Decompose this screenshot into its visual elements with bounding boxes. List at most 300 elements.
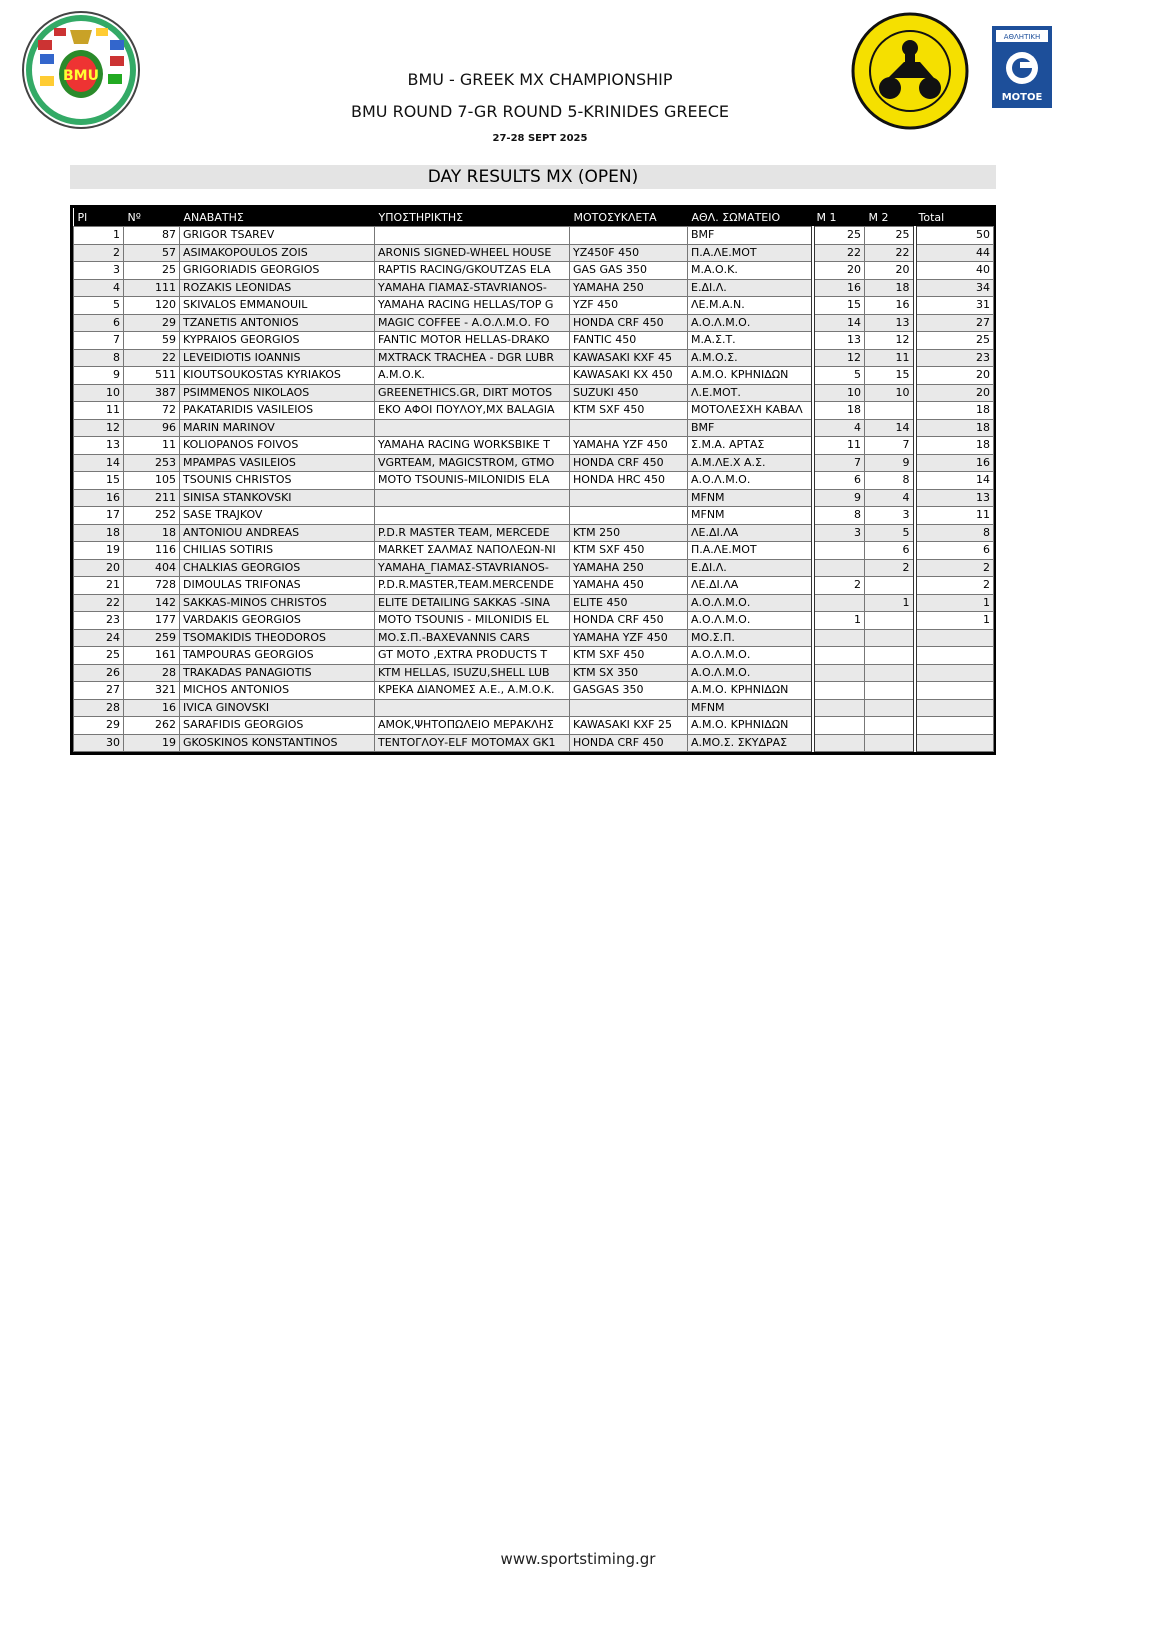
table-row (74, 402, 994, 420)
cell-club: Α.Ο.Λ.Μ.Ο. (688, 664, 813, 682)
cell-total: 11 (915, 507, 994, 525)
cell-total: 1 (915, 612, 994, 630)
cell-motorcycle (570, 699, 688, 717)
section-title: DAY RESULTS MX (OPEN) (70, 165, 996, 189)
cell-rider: TAMPOURAS GEORGIOS (180, 647, 375, 665)
cell-motorcycle: KAWASAKI KX 450 (570, 367, 688, 385)
cell-m2 (865, 402, 915, 420)
cell-m2 (865, 717, 915, 735)
cell-total (915, 699, 994, 717)
cell-motorcycle: FANTIC 450 (570, 332, 688, 350)
cell-number: 120 (124, 297, 180, 315)
col-header-number: Nº (124, 208, 180, 227)
cell-motorcycle: YZ450F 450 (570, 244, 688, 262)
cell-sponsor (375, 489, 570, 507)
cell-number: 404 (124, 559, 180, 577)
cell-sponsor: ΕΚΟ ΑΦΟΙ ΠΟΥΛΟΥ,ΜΧ BALAGIA (375, 402, 570, 420)
cell-place: 27 (74, 682, 124, 700)
cell-m1 (813, 594, 865, 612)
cell-sponsor: P.D.R MASTER TEAM, MERCEDE (375, 524, 570, 542)
table-row (74, 472, 994, 490)
cell-total: 20 (915, 367, 994, 385)
cell-number: 57 (124, 244, 180, 262)
cell-m2: 6 (865, 542, 915, 560)
cell-motorcycle: YAMAHA 250 (570, 279, 688, 297)
cell-total (915, 664, 994, 682)
cell-m1: 3 (813, 524, 865, 542)
cell-club: Α.Ο.Λ.Μ.Ο. (688, 612, 813, 630)
cell-m1 (813, 717, 865, 735)
cell-total: 1 (915, 594, 994, 612)
cell-club: Ε.ΔΙ.Λ. (688, 559, 813, 577)
cell-motorcycle: KTM SXF 450 (570, 647, 688, 665)
cell-sponsor: ΤΕΝΤΟΓΛΟΥ-ELF MOTOMAX GK1 (375, 734, 570, 752)
col-header-total: Total (915, 208, 994, 227)
cell-motorcycle: YAMAHA 250 (570, 559, 688, 577)
cell-total: 2 (915, 559, 994, 577)
table-row (74, 524, 994, 542)
cell-sponsor: ΚΡΕΚΑ ΔΙΑΝΟΜΕΣ Α.Ε., Α.Μ.Ο.Κ. (375, 682, 570, 700)
cell-motorcycle: GAS GAS 350 (570, 262, 688, 280)
cell-club: Α.Μ.Ο.Σ. (688, 349, 813, 367)
cell-number: 87 (124, 227, 180, 245)
cell-sponsor: YAMAHA RACING HELLAS/TOP G (375, 297, 570, 315)
cell-m1: 7 (813, 454, 865, 472)
cell-motorcycle: HONDA CRF 450 (570, 734, 688, 752)
cell-sponsor: ΥΑΜΑΗΑ ΓΙΑΜΑΣ-STAVRIANOS- (375, 279, 570, 297)
cell-club: ΜΟ.Σ.Π. (688, 629, 813, 647)
cell-number: 387 (124, 384, 180, 402)
cell-rider: MPAMPAS VASILEIOS (180, 454, 375, 472)
cell-m1: 15 (813, 297, 865, 315)
cell-m2: 8 (865, 472, 915, 490)
cell-club: MFNM (688, 507, 813, 525)
table-row (74, 454, 994, 472)
svg-text:ΜΟΤΟΕ: ΜΟΤΟΕ (1001, 92, 1043, 103)
cell-m1: 8 (813, 507, 865, 525)
cell-sponsor: RAPTIS RACING/GKOUTZAS ELA (375, 262, 570, 280)
cell-m1: 12 (813, 349, 865, 367)
cell-rider: PAKATARIDIS VASILEIOS (180, 402, 375, 420)
cell-place: 28 (74, 699, 124, 717)
cell-place: 5 (74, 297, 124, 315)
cell-m1: 16 (813, 279, 865, 297)
cell-m1: 9 (813, 489, 865, 507)
cell-m1 (813, 647, 865, 665)
cell-rider: SINISA STANKOVSKI (180, 489, 375, 507)
col-header-motorcycle: ΜΟΤΟΣΥΚΛΕΤΑ (570, 208, 688, 227)
cell-m1: 1 (813, 612, 865, 630)
table-row (74, 384, 994, 402)
cell-number: 105 (124, 472, 180, 490)
table-header-row (74, 208, 994, 227)
cell-rider: CHILIAS SOTIRIS (180, 542, 375, 560)
table-row (74, 332, 994, 350)
cell-rider: ASIMAKOPOULOS ZOIS (180, 244, 375, 262)
cell-club: Μ.Α.Σ.Τ. (688, 332, 813, 350)
cell-sponsor: ΑΜΟΚ,ΨΗΤΟΠΩΛΕΙΟ ΜΕΡΑΚΛΗΣ (375, 717, 570, 735)
cell-club: MFNM (688, 699, 813, 717)
cell-rider: LEVEIDIOTIS IOANNIS (180, 349, 375, 367)
col-header-sponsor: ΥΠΟΣΤΗΡΙΚΤΗΣ (375, 208, 570, 227)
motorcycle-club-logo (848, 12, 972, 130)
col-header-place: Pl (74, 208, 124, 227)
cell-total: 34 (915, 279, 994, 297)
table-row (74, 629, 994, 647)
cell-motorcycle: KTM 250 (570, 524, 688, 542)
cell-m2: 14 (865, 419, 915, 437)
cell-place: 4 (74, 279, 124, 297)
round-title: BMU ROUND 7-GR ROUND 5-KRINIDES GREECE (351, 102, 729, 121)
cell-rider: SAKKAS-MINOS CHRISTOS (180, 594, 375, 612)
table-row (74, 734, 994, 752)
cell-sponsor: ΜΟ.Σ.Π.-ΒΑΧΕVANNIS CARS (375, 629, 570, 647)
col-header-m1: M 1 (813, 208, 865, 227)
cell-rider: DIMOULAS TRIFONAS (180, 577, 375, 595)
table-row (74, 717, 994, 735)
cell-total: 50 (915, 227, 994, 245)
cell-rider: KOLIOPANOS FOIVOS (180, 437, 375, 455)
cell-total: 31 (915, 297, 994, 315)
cell-number: 259 (124, 629, 180, 647)
cell-m2: 9 (865, 454, 915, 472)
cell-m2 (865, 699, 915, 717)
cell-number: 252 (124, 507, 180, 525)
table-row (74, 542, 994, 560)
cell-total (915, 647, 994, 665)
cell-sponsor: MAGIC COFFEE - Α.Ο.Λ.Μ.Ο. FO (375, 314, 570, 332)
cell-motorcycle: KTM SXF 450 (570, 402, 688, 420)
table-row (74, 612, 994, 630)
cell-motorcycle: ELITE 450 (570, 594, 688, 612)
cell-motorcycle: GASGAS 350 (570, 682, 688, 700)
table-row (74, 367, 994, 385)
cell-number: 59 (124, 332, 180, 350)
cell-place: 20 (74, 559, 124, 577)
championship-title: BMU - GREEK MX CHAMPIONSHIP (407, 70, 673, 89)
cell-sponsor: GT MOTO ,EXTRA PRODUCTS T (375, 647, 570, 665)
col-header-club: ΑΘΛ. ΣΩΜΑΤΕΙΟ (688, 208, 813, 227)
cell-place: 17 (74, 507, 124, 525)
cell-place: 6 (74, 314, 124, 332)
cell-sponsor: VGRTEAM, MAGICSTROM, GTMO (375, 454, 570, 472)
cell-m2: 11 (865, 349, 915, 367)
cell-m2: 15 (865, 367, 915, 385)
cell-club: Π.Α.ΛΕ.ΜΟΤ (688, 244, 813, 262)
cell-sponsor: FANTIC MOTOR HELLAS-DRAKO (375, 332, 570, 350)
cell-motorcycle (570, 507, 688, 525)
table-row (74, 227, 994, 245)
cell-sponsor: ELITE DETAILING SAKKAS -SINA (375, 594, 570, 612)
cell-place: 26 (74, 664, 124, 682)
cell-rider: TSOMAKIDIS THEODOROS (180, 629, 375, 647)
cell-number: 72 (124, 402, 180, 420)
cell-m1: 2 (813, 577, 865, 595)
cell-place: 9 (74, 367, 124, 385)
cell-m1: 25 (813, 227, 865, 245)
table-row (74, 262, 994, 280)
bmu-logo (18, 10, 144, 130)
cell-place: 2 (74, 244, 124, 262)
table-row (74, 664, 994, 682)
cell-number: 29 (124, 314, 180, 332)
table-row (74, 507, 994, 525)
cell-number: 728 (124, 577, 180, 595)
cell-sponsor: YAMAHA RACING WORKSBIKE T (375, 437, 570, 455)
cell-m2 (865, 629, 915, 647)
cell-club: ΜΟΤΟΛΕΣΧΗ ΚΑΒΑΛ (688, 402, 813, 420)
cell-m2: 13 (865, 314, 915, 332)
cell-rider: GRIGORIADIS GEORGIOS (180, 262, 375, 280)
cell-place: 30 (74, 734, 124, 752)
footer-website: www.sportstiming.gr (500, 1550, 656, 1568)
cell-club: Σ.Μ.Α. ΑΡΤΑΣ (688, 437, 813, 455)
cell-m1: 13 (813, 332, 865, 350)
cell-m2: 3 (865, 507, 915, 525)
cell-rider: VARDAKIS GEORGIOS (180, 612, 375, 630)
table-row (74, 349, 994, 367)
results-body (74, 227, 994, 752)
cell-rider: ROZAKIS LEONIDAS (180, 279, 375, 297)
cell-number: 25 (124, 262, 180, 280)
cell-motorcycle (570, 489, 688, 507)
cell-motorcycle (570, 419, 688, 437)
cell-total: 14 (915, 472, 994, 490)
table-row (74, 682, 994, 700)
cell-total: 18 (915, 402, 994, 420)
cell-rider: CHALKIAS GEORGIOS (180, 559, 375, 577)
cell-rider: TZANETIS ANTONIOS (180, 314, 375, 332)
cell-m2: 1 (865, 594, 915, 612)
cell-place: 24 (74, 629, 124, 647)
table-row (74, 699, 994, 717)
cell-rider: KIOUTSOUKOSTAS KYRIAKOS (180, 367, 375, 385)
cell-sponsor: ΥΑΜΑΗΑ_ΓΙΑΜΑΣ-STAVRIANOS- (375, 559, 570, 577)
cell-place: 29 (74, 717, 124, 735)
table-row (74, 419, 994, 437)
cell-m2 (865, 734, 915, 752)
cell-club: Λ.Ε.ΜΟΤ. (688, 384, 813, 402)
cell-m2 (865, 577, 915, 595)
cell-place: 10 (74, 384, 124, 402)
cell-total: 20 (915, 384, 994, 402)
cell-club: ΛΕ.ΔΙ.ΛΑ (688, 577, 813, 595)
event-date: 27-28 SEPT 2025 (492, 133, 588, 144)
cell-m2: 22 (865, 244, 915, 262)
cell-motorcycle: YZF 450 (570, 297, 688, 315)
cell-sponsor: Α.Μ.Ο.Κ. (375, 367, 570, 385)
cell-total: 25 (915, 332, 994, 350)
cell-club: Α.Ο.Λ.Μ.Ο. (688, 314, 813, 332)
cell-m1: 4 (813, 419, 865, 437)
cell-m1 (813, 734, 865, 752)
cell-m1 (813, 542, 865, 560)
cell-number: 16 (124, 699, 180, 717)
cell-number: 253 (124, 454, 180, 472)
cell-m1: 5 (813, 367, 865, 385)
cell-motorcycle: HONDA HRC 450 (570, 472, 688, 490)
cell-sponsor: ARONIS SIGNED-WHEEL HOUSE (375, 244, 570, 262)
cell-sponsor (375, 699, 570, 717)
cell-total: 23 (915, 349, 994, 367)
table-row (74, 489, 994, 507)
cell-m1: 14 (813, 314, 865, 332)
cell-number: 22 (124, 349, 180, 367)
cell-m1: 6 (813, 472, 865, 490)
cell-m1: 22 (813, 244, 865, 262)
cell-m1 (813, 664, 865, 682)
col-header-m2: M 2 (865, 208, 915, 227)
cell-total: 18 (915, 437, 994, 455)
cell-total: 40 (915, 262, 994, 280)
cell-motorcycle: YAMAHA 450 (570, 577, 688, 595)
cell-sponsor: MXTRACK TRACHEA - DGR LUBR (375, 349, 570, 367)
cell-m1 (813, 559, 865, 577)
cell-m2: 7 (865, 437, 915, 455)
table-row (74, 314, 994, 332)
cell-m2: 16 (865, 297, 915, 315)
cell-number: 511 (124, 367, 180, 385)
cell-m2 (865, 647, 915, 665)
cell-club: Α.Μ.Ο. ΚΡΗΝΙΔΩΝ (688, 367, 813, 385)
cell-place: 11 (74, 402, 124, 420)
cell-motorcycle: KTM SXF 450 (570, 542, 688, 560)
cell-motorcycle: YAMAHA YZF 450 (570, 437, 688, 455)
cell-place: 13 (74, 437, 124, 455)
cell-total (915, 682, 994, 700)
cell-rider: MICHOS ANTONIOS (180, 682, 375, 700)
cell-total: 13 (915, 489, 994, 507)
cell-motorcycle: YAMAHA YZF 450 (570, 629, 688, 647)
cell-motorcycle: HONDA CRF 450 (570, 314, 688, 332)
cell-number: 161 (124, 647, 180, 665)
cell-place: 14 (74, 454, 124, 472)
cell-sponsor: MARKET ΣΑΛΜΑΣ ΝΑΠΟΛΕΩΝ-ΝΙ (375, 542, 570, 560)
cell-sponsor: KTM HELLAS, ISUZU,SHELL LUB (375, 664, 570, 682)
cell-number: 211 (124, 489, 180, 507)
cell-club: Π.Α.ΛΕ.ΜΟΤ (688, 542, 813, 560)
cell-motorcycle (570, 227, 688, 245)
cell-total: 6 (915, 542, 994, 560)
cell-m1 (813, 682, 865, 700)
cell-number: 19 (124, 734, 180, 752)
cell-place: 25 (74, 647, 124, 665)
cell-club: Α.Μ.Ο. ΚΡΗΝΙΔΩΝ (688, 717, 813, 735)
cell-number: 11 (124, 437, 180, 455)
table-row (74, 297, 994, 315)
cell-place: 1 (74, 227, 124, 245)
cell-sponsor: MOTO TSOUNIS-MILONIDIS ELA (375, 472, 570, 490)
cell-motorcycle: KTM SX 350 (570, 664, 688, 682)
cell-place: 23 (74, 612, 124, 630)
cell-m2: 4 (865, 489, 915, 507)
cell-m2: 10 (865, 384, 915, 402)
cell-number: 18 (124, 524, 180, 542)
cell-sponsor: MOTO TSOUNIS - MILONIDIS EL (375, 612, 570, 630)
cell-number: 116 (124, 542, 180, 560)
cell-club: BMF (688, 227, 813, 245)
cell-m1: 20 (813, 262, 865, 280)
cell-motorcycle: HONDA CRF 450 (570, 454, 688, 472)
cell-club: Α.Ο.Λ.Μ.Ο. (688, 647, 813, 665)
cell-place: 3 (74, 262, 124, 280)
cell-sponsor (375, 227, 570, 245)
cell-number: 96 (124, 419, 180, 437)
cell-number: 262 (124, 717, 180, 735)
cell-club: Α.Μ.Ο. ΚΡΗΝΙΔΩΝ (688, 682, 813, 700)
cell-total: 8 (915, 524, 994, 542)
cell-place: 22 (74, 594, 124, 612)
cell-m2: 20 (865, 262, 915, 280)
atlantiki-motoe-logo (992, 26, 1052, 108)
cell-m2: 5 (865, 524, 915, 542)
cell-m2: 2 (865, 559, 915, 577)
svg-text:ΑΘΛΗΤΙΚΗ: ΑΘΛΗΤΙΚΗ (1003, 33, 1041, 41)
cell-motorcycle: KAWASAKI KXF 25 (570, 717, 688, 735)
cell-motorcycle: KAWASAKI KXF 45 (570, 349, 688, 367)
cell-rider: ANTONIOU ANDREAS (180, 524, 375, 542)
cell-club: ΛΕ.Μ.Α.Ν. (688, 297, 813, 315)
cell-sponsor (375, 419, 570, 437)
cell-m1: 10 (813, 384, 865, 402)
table-row (74, 244, 994, 262)
cell-place: 21 (74, 577, 124, 595)
cell-place: 19 (74, 542, 124, 560)
cell-rider: PSIMMENOS NIKOLAOS (180, 384, 375, 402)
cell-place: 12 (74, 419, 124, 437)
cell-m2: 25 (865, 227, 915, 245)
cell-total (915, 717, 994, 735)
cell-club: Α.Ο.Λ.Μ.Ο. (688, 472, 813, 490)
cell-club: MFNM (688, 489, 813, 507)
cell-rider: SKIVALOS EMMANOUIL (180, 297, 375, 315)
cell-number: 321 (124, 682, 180, 700)
results-table (70, 205, 996, 755)
cell-rider: GKOSKINOS KONSTANTINOS (180, 734, 375, 752)
cell-rider: GRIGOR TSAREV (180, 227, 375, 245)
cell-rider: KYPRAIOS GEORGIOS (180, 332, 375, 350)
table-row (74, 437, 994, 455)
cell-m1 (813, 629, 865, 647)
cell-m1: 18 (813, 402, 865, 420)
cell-place: 18 (74, 524, 124, 542)
table-row (74, 577, 994, 595)
cell-total (915, 629, 994, 647)
cell-sponsor: GREENETHICS.GR, DIRT MOTOS (375, 384, 570, 402)
cell-m1: 11 (813, 437, 865, 455)
cell-rider: TRAKADAS PANAGIOTIS (180, 664, 375, 682)
cell-number: 111 (124, 279, 180, 297)
cell-club: Α.Ο.Λ.Μ.Ο. (688, 594, 813, 612)
cell-m2: 18 (865, 279, 915, 297)
cell-place: 8 (74, 349, 124, 367)
cell-club: Μ.Α.Ο.Κ. (688, 262, 813, 280)
svg-text:BMU: BMU (63, 68, 99, 84)
cell-rider: MARIN MARINOV (180, 419, 375, 437)
cell-motorcycle: SUZUKI 450 (570, 384, 688, 402)
cell-rider: SASE TRAJKOV (180, 507, 375, 525)
table-row (74, 594, 994, 612)
cell-motorcycle: HONDA CRF 450 (570, 612, 688, 630)
cell-number: 28 (124, 664, 180, 682)
table-row (74, 647, 994, 665)
cell-m1 (813, 699, 865, 717)
cell-sponsor: P.D.R.MASTER,TEAM.MERCENDE (375, 577, 570, 595)
cell-total: 44 (915, 244, 994, 262)
cell-total: 16 (915, 454, 994, 472)
cell-rider: SARAFIDIS GEORGIOS (180, 717, 375, 735)
cell-club: Α.Μ.ΛΕ.Χ Α.Σ. (688, 454, 813, 472)
